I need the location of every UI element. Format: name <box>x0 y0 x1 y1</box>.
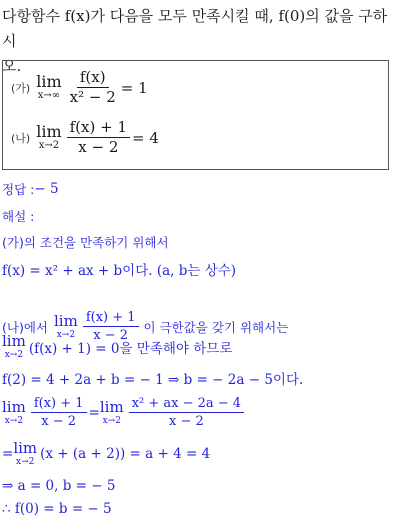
lim-word: lim <box>13 439 38 457</box>
lim-word: lim <box>53 311 78 330</box>
denominator: x − 2 <box>78 138 119 156</box>
step-3-suffix: 이 극한값을 갖기 위해서는 <box>143 319 289 335</box>
lim-word: lim <box>36 71 62 91</box>
numerator: x² + ax − 2a − 4 <box>129 396 244 413</box>
fraction <box>67 69 119 106</box>
limit-operator <box>36 71 62 102</box>
solution-step-2: f(x) = x² + ax + b이다. (a, b는 상수) <box>2 263 237 279</box>
solution-step-7 <box>2 440 210 468</box>
lim-subscript: x→∞ <box>37 89 61 101</box>
conditions-box <box>2 60 389 170</box>
lim-word: lim <box>2 397 26 416</box>
lim-subscript: x→2 <box>102 415 121 426</box>
lim-subscript: x→2 <box>56 329 76 340</box>
question-line-2: 오. <box>2 57 22 75</box>
lim-subscript: x→2 <box>16 457 35 467</box>
condition-a <box>11 69 148 106</box>
rhs: = 1 <box>120 78 148 97</box>
denominator: x − 2 <box>41 414 77 429</box>
fraction <box>129 396 244 429</box>
solution-step-8: ⇒ a = 0, b = − 5 <box>2 478 116 494</box>
solution-step-4 <box>2 333 232 361</box>
condition-b <box>11 119 159 156</box>
limit-operator <box>13 440 37 468</box>
solution-step-9: ∴ f(0) = b = − 5 <box>2 501 112 517</box>
answer-line <box>2 180 59 198</box>
numerator: f(x) + 1 <box>83 310 139 327</box>
limit-operator <box>2 399 26 427</box>
lim-word: lim <box>36 121 62 141</box>
numerator: f(x) + 1 <box>31 396 87 413</box>
numerator: f(x) + 1 <box>67 119 130 138</box>
lim-subscript: x→2 <box>38 139 60 151</box>
lim-subscript: x→2 <box>4 415 24 426</box>
limit-operator <box>36 121 62 152</box>
answer-label: 정답 : <box>2 182 35 197</box>
lim-subscript: x→2 <box>4 350 24 360</box>
numerator: f(x) <box>77 69 109 88</box>
lim-word: lim <box>99 397 124 416</box>
equals-sign: = <box>2 446 14 462</box>
solution-header: 해설 : <box>2 209 35 224</box>
limit-operator <box>100 399 124 427</box>
denominator: x² − 2 <box>69 88 116 106</box>
denominator: x − 2 <box>169 414 204 429</box>
step-7-text: (x + (a + 2)) = a + 4 = 4 <box>40 446 211 462</box>
denominator: x − 2 <box>93 328 129 343</box>
fraction <box>31 396 87 429</box>
step-4-text: (f(x) + 1) = 0을 만족해야 하므로 <box>28 341 233 357</box>
condition-a-label: (가) <box>11 81 31 95</box>
answer-value: − 5 <box>34 181 59 197</box>
lim-word: lim <box>2 332 26 350</box>
solution-step-5: f(2) = 4 + 2a + b = − 1 ⇒ b = − 2a − 5이다. <box>2 372 304 388</box>
solution-step-1: (가)의 조건을 만족하기 위해서 <box>2 235 169 250</box>
equals-sign: = <box>88 404 100 421</box>
limit-operator <box>2 333 26 361</box>
fraction <box>67 119 130 156</box>
step-3-prefix: (나)에서 <box>2 319 48 335</box>
question-line-1: 다항함수 f(x)가 다음을 모두 만족시킬 때, f(0)의 값을 구하시 <box>2 7 388 50</box>
solution-step-6 <box>2 396 246 429</box>
rhs: = 4 <box>132 128 159 147</box>
condition-b-label: (나) <box>11 131 31 145</box>
